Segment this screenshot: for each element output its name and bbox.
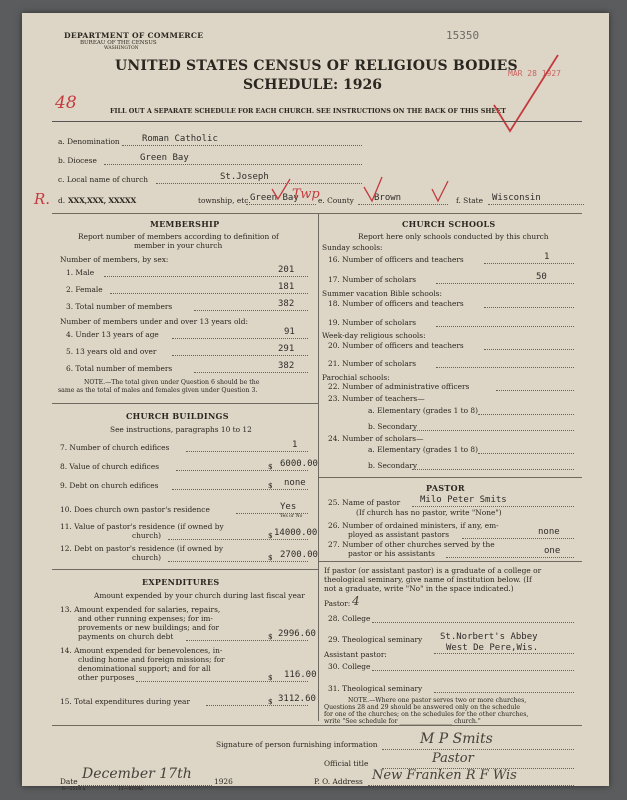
q12-label-2: church) — [132, 553, 161, 562]
date-label: Date — [60, 777, 78, 786]
q18-label: 18. Number of officers and teachers — [328, 299, 464, 308]
q10-residence-value: Yes — [280, 502, 297, 512]
expenditures-top-rule — [52, 569, 318, 570]
q15-total-label: 15. Total expenditures during year — [60, 697, 190, 706]
q20-label: 20. Number of officers and teachers — [328, 341, 464, 350]
q27-value: one — [544, 546, 561, 556]
membership-intro-2: member in your church — [134, 241, 223, 250]
q5-over13-label: 5. 13 years old and over — [66, 347, 157, 356]
q25-line — [412, 506, 574, 507]
q13-label-4: payments on church debt — [78, 632, 174, 641]
q8-value-amount: 6000.00 — [280, 459, 318, 469]
q30-line — [372, 670, 574, 671]
q5-line — [172, 355, 308, 356]
print-number: 11—9164a — [118, 787, 143, 792]
q23a-line — [478, 414, 574, 415]
schedule-year: SCHEDULE: 1926 — [243, 77, 383, 93]
members-by-sex-label: Number of members, by sex: — [60, 255, 169, 264]
city-name: WASHINGTON — [104, 46, 139, 51]
state-line — [488, 204, 584, 205]
members-by-age-label: Number of members under and over 13 years old: — [60, 317, 248, 326]
po-address-label: P. O. Address — [314, 777, 363, 786]
q17-label: 17. Number of scholars — [328, 275, 417, 284]
denomination-label: a. Denomination — [58, 137, 120, 146]
red-check-marks — [268, 177, 468, 207]
q28-line — [372, 622, 574, 623]
q2-line — [110, 293, 308, 294]
q12-label-1: 12. Debt on pastor's residence (if owned by — [60, 544, 224, 553]
q26-label-2: ployed as assistant pastors — [348, 530, 450, 539]
county-label: e. County — [318, 196, 354, 205]
signature-value: M P Smits — [420, 731, 493, 747]
assistant-pastor-label: Assistant pastor: — [324, 650, 387, 659]
pastor-top-rule — [318, 477, 582, 478]
q2-female-value: 181 — [278, 282, 295, 292]
q1-line — [104, 276, 308, 277]
church-name-value: St.Joseph — [220, 172, 269, 182]
form-number: 6—5518 a — [62, 787, 86, 792]
q6-total-label: 6. Total number of members — [66, 364, 173, 373]
q24b-line — [412, 469, 574, 470]
membership-title: MEMBERSHIP — [150, 219, 220, 229]
q23b-line — [412, 430, 574, 431]
q5-over13-value: 291 — [278, 344, 295, 354]
received-stamp: MAR 28 1927 — [508, 69, 561, 78]
q13-dollar-sign: $ — [268, 632, 273, 641]
q9-line — [172, 489, 308, 490]
q31-label: 31. Theological seminary — [328, 684, 423, 693]
q26-line — [462, 538, 574, 539]
pastor-note-2: Questions 28 and 29 should be answered only on the schedule — [324, 704, 521, 711]
q11-line — [168, 539, 308, 540]
q17-line — [436, 283, 574, 284]
q9-debt-amount: none — [284, 478, 306, 488]
q10-yes-no-hint: Yes or No — [280, 514, 303, 519]
q12-line — [168, 561, 308, 562]
q22-line — [496, 390, 574, 391]
fill-instructions: FILL OUT A SEPARATE SCHEDULE FOR EACH CHURCH. SEE INSTRUCTIONS ON THE BACK OF THIS SHEET — [110, 107, 506, 115]
q19-line — [436, 326, 574, 327]
q1-male-label: 1. Male — [66, 268, 95, 277]
po-address-line — [368, 785, 574, 786]
q19-label: 19. Number of scholars — [328, 318, 417, 327]
department-name: DEPARTMENT OF COMMERCE — [64, 31, 204, 40]
q25-note: (If church has no pastor, write "None") — [356, 508, 502, 517]
q23b-label: b. Secondary — [368, 422, 418, 431]
expenditures-title: EXPENDITURES — [142, 577, 220, 587]
q21-line — [436, 367, 574, 368]
graduate-instr-2: theological seminary, give name of institution below. (If — [324, 575, 532, 584]
struck-city-text: XXX,XXX, XXXXX — [68, 196, 136, 205]
po-address-value: New Franken R F Wis — [372, 768, 517, 783]
pastor-hand-mark: 4 — [352, 594, 360, 608]
q11-dollar-sign: $ — [268, 531, 273, 540]
q13-label-3: provements or new buildings; and for — [78, 623, 220, 632]
q15-total-amount: 3112.60 — [278, 694, 316, 704]
q27-line — [446, 557, 574, 558]
handwritten-r-mark: R. — [34, 190, 51, 208]
q16-value: 1 — [544, 252, 550, 262]
q9-dollar-sign: $ — [268, 481, 273, 490]
q15-dollar-sign: $ — [268, 697, 273, 706]
q13-label-1: 13. Amount expended for salaries, repairs, — [60, 605, 221, 614]
diocese-line — [104, 164, 362, 165]
sunday-schools-label: Sunday schools: — [322, 243, 383, 252]
q25-pastor-name: Milo Peter Smits — [420, 495, 507, 505]
date-year: 1926 — [214, 777, 233, 786]
q22-label: 22. Number of administrative officers — [328, 382, 470, 391]
handwritten-twp: Twp — [292, 187, 320, 202]
city-label: d. — [58, 196, 66, 205]
township-value: Green Bay — [250, 193, 299, 203]
official-title-value: Pastor — [432, 751, 474, 766]
county-value: Brown — [374, 193, 402, 203]
date-value: December 17th — [82, 766, 192, 782]
q11-label-1: 11. Value of pastor's residence (if owned by — [60, 522, 224, 531]
q25-label: 25. Name of pastor — [328, 498, 401, 507]
form-title: UNITED STATES CENSUS OF RELIGIOUS BODIES — [115, 58, 518, 74]
q14-line — [136, 681, 308, 682]
q24b-label: b. Secondary — [368, 461, 418, 470]
state-value: Wisconsin — [492, 193, 541, 203]
q11-value-amount: 14000.00 — [274, 528, 318, 538]
q16-line — [484, 263, 574, 264]
q11-label-2: church) — [132, 531, 161, 540]
denomination-line — [122, 145, 362, 146]
q24-label: 24. Number of scholars— — [328, 434, 424, 443]
expenditures-intro: Amount expended by your church during last fiscal year — [94, 591, 305, 600]
q27-label-2: pastor or his assistants — [348, 549, 435, 558]
q8-value-label: 8. Value of church edifices — [60, 462, 159, 471]
buildings-top-rule — [52, 403, 318, 404]
q14-label-3: denominational support; and for all — [78, 664, 211, 673]
q24a-label: a. Elementary (grades 1 to 8) — [368, 445, 479, 454]
q29-value-2: West De Pere,Wis. — [446, 643, 539, 653]
table-top-rule — [52, 213, 582, 214]
column-divider — [318, 213, 319, 721]
q28-label: 28. College — [328, 614, 371, 623]
handwritten-number: 48 — [55, 93, 77, 113]
q4-under13-label: 4. Under 13 years of age — [66, 330, 159, 339]
q1-male-value: 201 — [278, 265, 295, 275]
schedule-number: 15350 — [446, 29, 480, 42]
official-title-label: Official title — [324, 759, 369, 768]
state-label: f. State — [456, 196, 483, 205]
pastor-note-3: for one of the churches; on the schedules for the other churches, — [324, 711, 529, 718]
q12-value-amount: 2700.00 — [280, 550, 318, 560]
q26-label-1: 26. Number of ordained ministers, if any, em- — [328, 521, 499, 530]
membership-note-2: same as the total of males and females given under Question 3. — [58, 387, 258, 394]
church-name-label: c. Local name of church — [58, 175, 148, 184]
q13-line — [186, 640, 308, 641]
buildings-title: CHURCH BUILDINGS — [126, 411, 229, 421]
table-bottom-rule — [52, 725, 582, 726]
header-rule — [52, 121, 582, 122]
q16-label: 16. Number of officers and teachers — [328, 255, 464, 264]
bureau-name: BUREAU OF THE CENSUS — [80, 40, 157, 46]
pastor-title: PASTOR — [426, 483, 465, 493]
date-line — [78, 785, 212, 786]
graduate-instr-3: not a graduate, write "No" in the space indicated.) — [324, 584, 514, 593]
q7-edifices-value: 1 — [292, 440, 298, 450]
q17-value: 50 — [536, 272, 547, 282]
q31-line — [434, 692, 574, 693]
parochial-schools-label: Parochial schools: — [322, 373, 390, 382]
graduate-instr-1: If pastor (or assistant pastor) is a graduate of a college or — [324, 566, 542, 575]
signature-line — [382, 749, 574, 750]
schools-title: CHURCH SCHOOLS — [402, 219, 496, 229]
denomination-value: Roman Catholic — [142, 134, 218, 144]
q7-line — [186, 451, 308, 452]
q12-dollar-sign: $ — [268, 553, 273, 562]
q6-line — [194, 372, 308, 373]
q7-edifices-label: 7. Number of church edifices — [60, 443, 170, 452]
q14-dollar-sign: $ — [268, 673, 273, 682]
q13-label-2: and other running expenses; for im- — [78, 614, 213, 623]
q14-label-4: other purposes — [78, 673, 135, 682]
q29-value-1: St.Norbert's Abbey — [440, 632, 538, 642]
q23a-label: a. Elementary (grades 1 to 8) — [368, 406, 479, 415]
q21-label: 21. Number of scholars — [328, 359, 417, 368]
q14-value-amount: 116.00 — [284, 670, 317, 680]
membership-intro-1: Report number of members according to definition of — [78, 232, 279, 241]
diocese-value: Green Bay — [140, 153, 189, 163]
q3-total-value: 382 — [278, 299, 295, 309]
q2-female-label: 2. Female — [66, 285, 103, 294]
pastor-sub-label: Pastor: — [324, 599, 351, 608]
pastor-note-1: NOTE.—Where one pastor serves two or more churches, — [348, 697, 527, 704]
q14-label-1: 14. Amount expended for benevolences, in- — [60, 646, 223, 655]
q6-total-value: 382 — [278, 361, 295, 371]
pastor-note-4: write "See schedule for _________________ church." — [324, 718, 481, 725]
q4-line — [172, 338, 308, 339]
q29-line — [434, 653, 574, 654]
q4-under13-value: 91 — [284, 327, 295, 337]
census-schedule-sheet — [22, 13, 609, 792]
q23-label: 23. Number of teachers— — [328, 394, 425, 403]
q3-line — [194, 310, 308, 311]
township-label: township, etc. — [198, 196, 251, 205]
q24a-line — [478, 453, 574, 454]
diocese-label: b. Diocese — [58, 156, 97, 165]
q13-value-amount: 2996.60 — [278, 629, 316, 639]
q10-residence-label: 10. Does church own pastor's residence — [60, 505, 210, 514]
q20-line — [484, 349, 574, 350]
graduate-top-rule — [318, 561, 582, 562]
q3-total-label: 3. Total number of members — [66, 302, 173, 311]
signature-label: Signature of person furnishing information — [216, 740, 378, 749]
buildings-intro: See instructions, paragraphs 10 to 12 — [110, 425, 252, 434]
q26-value: none — [538, 527, 560, 537]
q29-label: 29. Theological seminary — [328, 635, 423, 644]
q30-label: 30. College — [328, 662, 371, 671]
q14-label-2: cluding home and foreign missions; for — [78, 655, 225, 664]
schools-intro: Report here only schools conducted by this church — [358, 232, 549, 241]
q9-debt-label: 9. Debt on church edifices — [60, 481, 159, 490]
q8-line — [176, 470, 308, 471]
weekday-schools-label: Week-day religious schools: — [322, 331, 426, 340]
q18-line — [484, 307, 574, 308]
q15-line — [206, 705, 308, 706]
q8-dollar-sign: $ — [268, 462, 273, 471]
membership-note-1: NOTE.—The total given under Question 6 should be the — [84, 379, 260, 386]
summer-schools-label: Summer vacation Bible schools: — [322, 289, 442, 298]
q27-label-1: 27. Number of other churches served by the — [328, 540, 495, 549]
